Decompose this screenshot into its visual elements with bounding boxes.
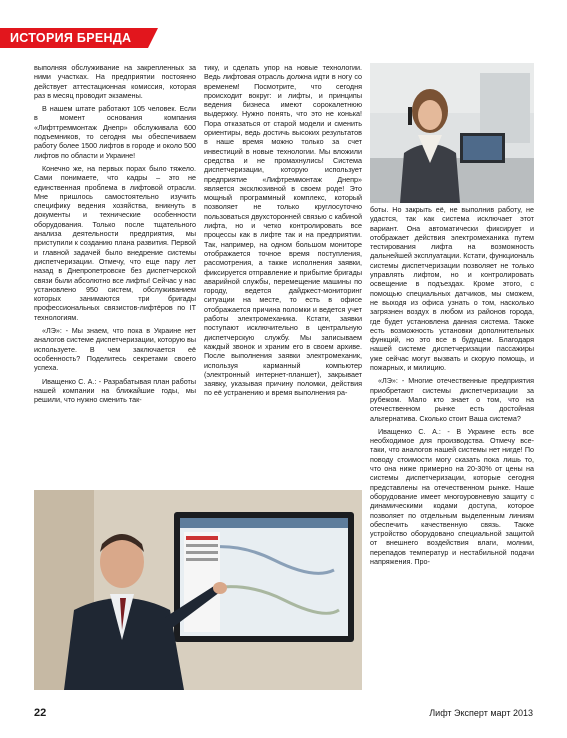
col1-para-3: Конечно же, на первых порах было тяжело. Сами понимаете, что кадры – это не единственная проблема в лифтовой отрасли. Мне пришлось самостоятельно изучить специфику ведения хозяйства, вникнуть в документы и технические особенности оборудования. Только после тщательного анализа деятельности предприятия, мы приступили к созданию плана развития. Первой и главной задачей было внедрение системы диспетчеризации. Отмечу, что еще пару лет назад в Днепропетровске без диспетчерской связи были абсолютно все лифты! Сейчас у нас установлено 950 систем, обслуживанием которых занимаются три бригады профессиональных связистов-лифтёров по IT технологиям. bbox=[34, 163, 196, 322]
col3-para-2: «ЛЭ»: - Многие отечественные предприятия приобретают системы диспетчеризации за рубежом. Мало кто знает о том, что на отечественном рынке есть достойная альтернатива. Сколько стоит Ваша система? bbox=[370, 376, 534, 423]
header-band-tip bbox=[148, 28, 158, 48]
col1-para-5: Иващенко С. А.: - Разрабатывая план работы нашей компании на ближайшие годы, мы решили, что нужно сменить так- bbox=[34, 376, 196, 405]
article-column-3 bbox=[370, 205, 534, 570]
col1-para-1: выполняя обслуживание на закрепленных за ними участках. На предприятии постоянно действует аттестационная комиссия, которая раз в месяц проводит экзамены. bbox=[34, 63, 196, 100]
page-number: 22 bbox=[34, 707, 47, 719]
photo-director-monitor bbox=[34, 490, 362, 690]
section-header-band bbox=[0, 28, 148, 48]
section-title: ИСТОРИЯ БРЕНДА bbox=[10, 31, 132, 45]
article-column-2 bbox=[204, 63, 362, 402]
footer-magazine-title: Лифт Эксперт март 2013 bbox=[429, 708, 533, 718]
col2-para-1: тику, и сделать упор на новые технологии. Ведь лифтовая отрасль должна идти в ногу со временем! Посмотрите, что сегодня происходит вокруг: и лифты, и принципы ведения бизнеса имеют сорокалетнюю выдержку. Нужно понять, что это не конька! Пора отказаться от старой модели и сменить ориентиры, ведь достичь высоких результатов в наше время можно только за счет инвестиций в новые технологии. Мы вложили средства и не промахнулись! Система диспетчеризации, которую использует предприятие «Лифтреммонтаж Днепр» является эксклюзивной в своем роде! Это мощный программный комплекс, который позволяет не только круглосуточно пользоваться двухсторонней связью с кабиной лифта, но и четко контролировать все процессы как в лифте так и на предприятии. Так, например, на одном большом мониторе отображается точное время поступления, рассмотрения, а также исполнения заявки, фиксируется отправление и прибытие бригады аварийной службы, перемещение машины по городу, ведется дайджест-мониторинг ситуации на месте, то есть в офисе отображается причина поломки и ведется учет работы электромеханика. Кстати, заявки поступают исключительно в центральную диспетчерскую службу. Мы записываем каждый звонок и храним его в своем архиве. После выполнения заявки электромеханик, используя карманный компьютер (электронный интернет-планшет), закрывает заявку, указывая причину поломки, действия по её устранению и время выполнения ра- bbox=[204, 63, 362, 398]
dispatcher-photo-illustration bbox=[370, 63, 534, 203]
col1-para-4: «ЛЭ»: - Мы знаем, что пока в Украине нет аналогов системе диспетчеризации, которую вы используете. В чем заключается её особенность? Поделитесь секретами своего успеха. bbox=[34, 326, 196, 373]
col3-para-1: боты. Но закрыть её, не выполнив работу, не удастся, так как система исключает этот вариант. Она автоматически фиксирует и отображает действия электромеханика путем тестирования лифта на возможность дальнейшей эксплуатации. Кстати, функциональ системы диспетчеризации позволяет не только управлять лифтом, но и контролировать освещение в подъездах. Кроме этого, с помощью специальных датчиков, мы сможем, не выходя из офиса узнать о том, насколько загрязнен воздух в любом из районов города, где будет установлена данная система. Также есть возможность установки дополнительных функций, но это все в будущем. Благодаря нашей системе диспетчеризации пассажиры уже сейчас могут вызвать и скорую помощь, и пожарных, и милицию. bbox=[370, 205, 534, 373]
photo-dispatcher-woman bbox=[370, 63, 534, 203]
article-column-1 bbox=[34, 63, 196, 408]
col3-para-3: Иващенко С. А.: - В Украине есть все необходимое для производства. Отмечу все-таки, что аналогов нашей системы нет нигде! По поводу стоимости могу сказать пока лишь то, что она ниже примерно на 20-30% от цены на системы диспетчеризации, которые сегодня представлены на отечественном рынке. Наше оборудование имеет многоуровневую защиту с динамическими кодами доступа, которое позволяет по отдельным выделенным линиям обеспечить качественную связь. Также устройство оборудовано специальной защитой от внешнего воздействия влаги, молнии, перепадов температур и нестабильной подачи напряжения. Про- bbox=[370, 426, 534, 566]
col1-para-2: В нашем штате работают 105 человек. Если в момент основания компания «Лифттреммонтаж Днепр» обслуживала 600 подъемников, то сегодня мы обеспечиваем работу более 1500 лифтов в городе и около 500 лифтов по области и Украине! bbox=[34, 104, 196, 160]
director-photo-illustration bbox=[34, 490, 362, 690]
